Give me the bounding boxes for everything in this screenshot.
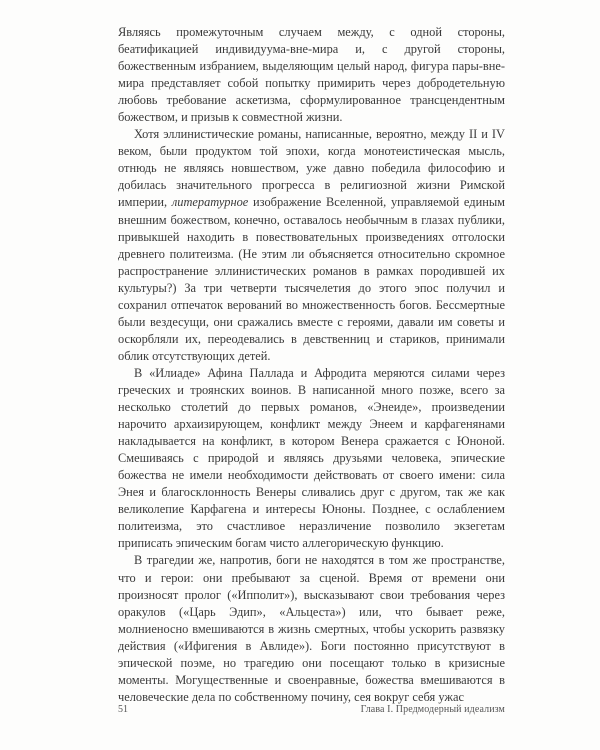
- paragraph-1: [118, 24, 505, 126]
- paragraph-1-text: Являясь промежуточным случаем между, с одной стороны, беатификацией индивидуума-вне-мира и, с другой стороны, божественным избранием, выделяющим целый народ, фигура пары-вне-мира представляет собой попытку примирить через добродетельную любовь требование аскетизма, сформулированное трансцендентным божеством, и призыв к совместной жизни.: [118, 25, 505, 125]
- paragraph-4-text: В трагедии же, напротив, боги не находятся в том же пространстве, что и герои: они пребывают за сценой. Время от времени они произносят пролог («Ипполит»), высказывают свои требования через оракулов («Царь Эдип», «Альцеста») или, что бывает реже, молниеносно вмешиваются в жизнь смертных, чтобы ускорить развязку действия («Ифигения в Авлиде»). Боги постоянно присутствуют в эпической поэме, но трагедию они посещают только в кризисные моменты. Могущественные и своенравные, божества вмешиваются в человеческие дела по собственному почину, сея вокруг себя ужас: [118, 553, 505, 704]
- paragraph-4: [118, 552, 505, 705]
- running-head: Глава I. Предмодерный идеализм: [360, 704, 505, 715]
- paragraph-3-text: В «Илиаде» Афина Паллада и Афродита меряются силами через греческих и троянских воинов. В написанной много позже, всего за несколько столетий до первых романов, «Энеиде», произведении нарочито архаизирующем, конфликт между Энеем и карфагенянами накладывается на конфликт, в котором Венера сражается с Юноной. Смешиваясь с природой и являясь друзьями человека, эпические божества не имели необходимости действовать от своего имени: сила Энея и благосклонность Венеры сливались друг с другом, так же как великолепие Карфагена и интересы Юноны. Позднее, с ослаблением политеизма, это счастливое неразличение позволило экзегетам приписать эпическим богам чисто аллегорическую функцию.: [118, 365, 505, 551]
- paragraph-2-text-before: Хотя эллинистические романы, написанные, вероятно, между II и IV веком, были продуктом той эпохи, когда монотеистическая мысль, отнюдь не являясь новшеством, уже давно победила философию и добилась значительного прогресса в религиозной жизни Римской империи,: [118, 127, 505, 210]
- page-number: 51: [118, 704, 128, 715]
- body-text: [118, 24, 505, 706]
- paragraph-2-text-after: изображение Вселенной, управляемой единым внешним божеством, конечно, оставалось необычным в глазах публики, привыкшей находить в повествовательных произведениях отголоски древнего политеизма. (Не этим ли объясняется относительно скромное распространение эллинистических романов в рамках породившей их культуры?) За три четверти тысячелетия до этого эпос получил и сохранил отпечаток верований во множественность богов. Бессмертные были вездесущи, они сражались вместе с героями, давали им советы и оскорбляли их, переодевались в девственниц и стариков, принимали облик отсутствующих детей.: [118, 195, 505, 363]
- paragraph-2: [118, 126, 505, 365]
- paragraph-3: [118, 365, 505, 553]
- paragraph-2-italic: литературное: [171, 195, 249, 210]
